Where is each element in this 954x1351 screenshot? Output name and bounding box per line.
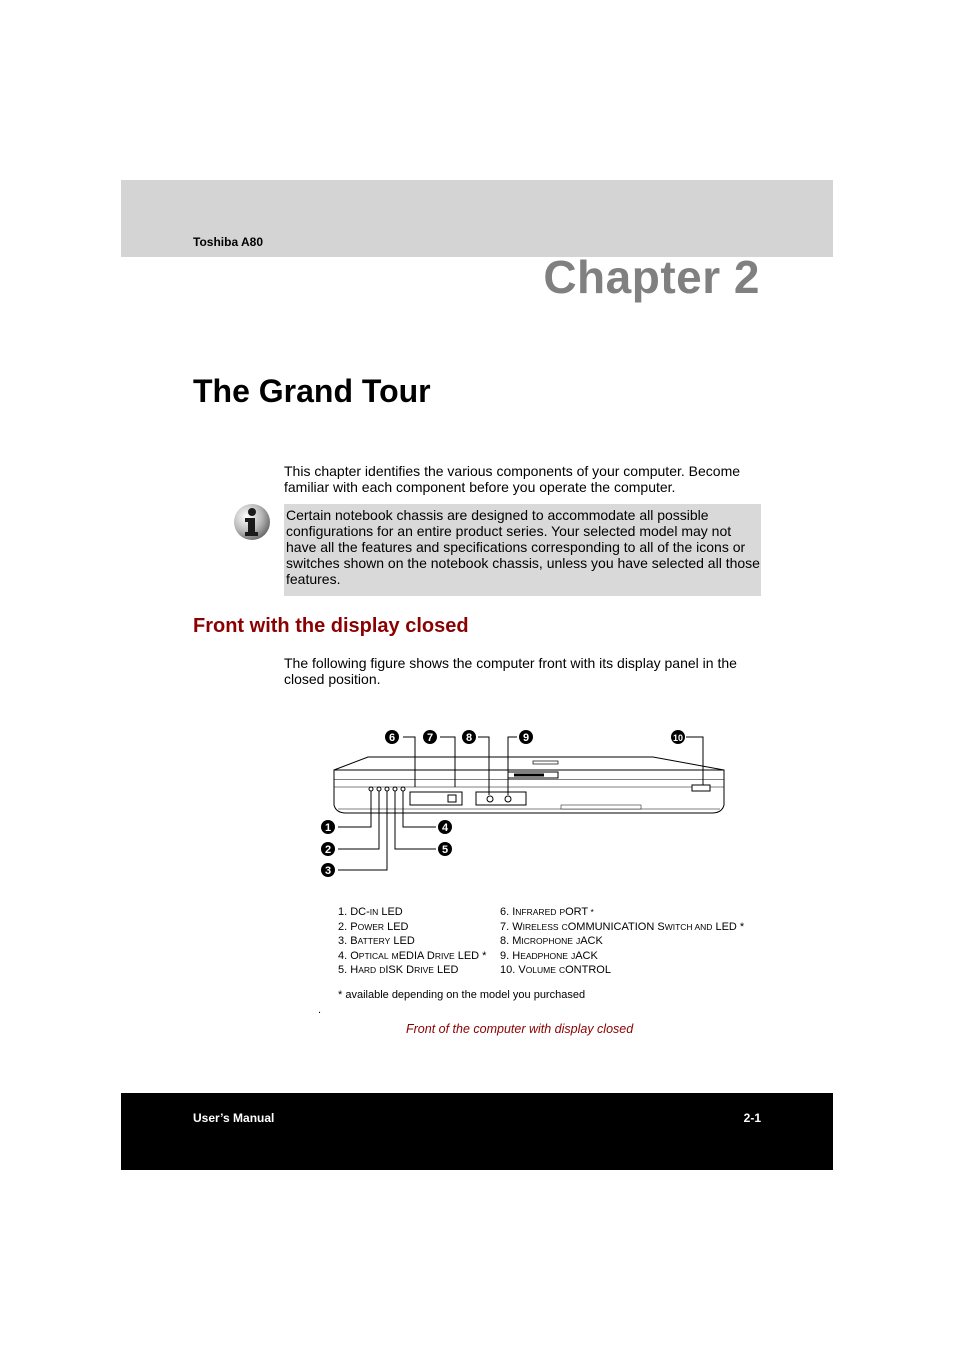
legend-item: 8. MICROPHONE JACK [500,935,603,947]
legend-item: 10. VOLUME CONTROL [500,964,611,976]
legend-item: 1. DC-IN LED [338,906,403,918]
stray-dot: . [318,1004,322,1016]
page-title: The Grand Tour [193,373,431,409]
header-product: Toshiba A80 [193,235,264,249]
callout-9-label: 9 [522,732,530,744]
legend-item: 3. BATTERY LED [338,935,415,947]
section-paragraph: The following figure shows the computer front with its display panel in the closed position. [284,655,737,687]
legend-item: 5. HARD DISK DRIVE LED [338,964,459,976]
note-text: Certain notebook chassis are designed to accommodate all possible configurations for an entire product series. Your selected model may not have all the features and specifications corresponding to all of the icons or switches shown on the notebook chassis, unless you have selected all those features. [286,507,760,587]
footer-manual: User’s Manual [193,1111,275,1125]
callout-6-label: 6 [388,732,396,744]
callout-3-label: 3 [324,865,332,877]
legend-item: 4. OPTICAL MEDIA DRIVE LED * [338,949,487,962]
legend-item: 7. WIRELESS COMMUNICATION SWITCH AND LED * [500,920,745,933]
legend-item: 9. HEADPHONE JACK [500,949,598,962]
callout-7-label: 7 [426,732,434,744]
legend-column-1 [338,905,486,978]
legend-item: 6. INFRARED PORT * [500,906,594,918]
intro-paragraph: This chapter identifies the various components of your computer. Become familiar with each component before you operate the computer. [284,463,741,495]
callout-2-label: 2 [324,844,332,856]
footnote: * available depending on the model you purchased [338,989,586,1001]
callout-8-label: 8 [465,732,473,744]
note-box [284,504,761,596]
legend-column-2 [500,905,744,978]
footer-band [121,1093,833,1170]
header-band [121,180,833,257]
section-title: Front with the display closed [193,615,469,637]
callout-5-label: 5 [441,844,449,856]
callout-1-label: 1 [324,822,332,834]
page-number: 2-1 [743,1111,761,1125]
laptop-front-diagram [318,725,738,885]
legend-item: 2. POWER LED [338,920,409,933]
info-icon [232,502,272,542]
figure-caption: Front of the computer with display closed [406,1022,634,1036]
callout-4-label: 4 [441,822,449,834]
callout-10-label: 10 [672,733,684,743]
chapter-heading: Chapter 2 [543,251,760,303]
